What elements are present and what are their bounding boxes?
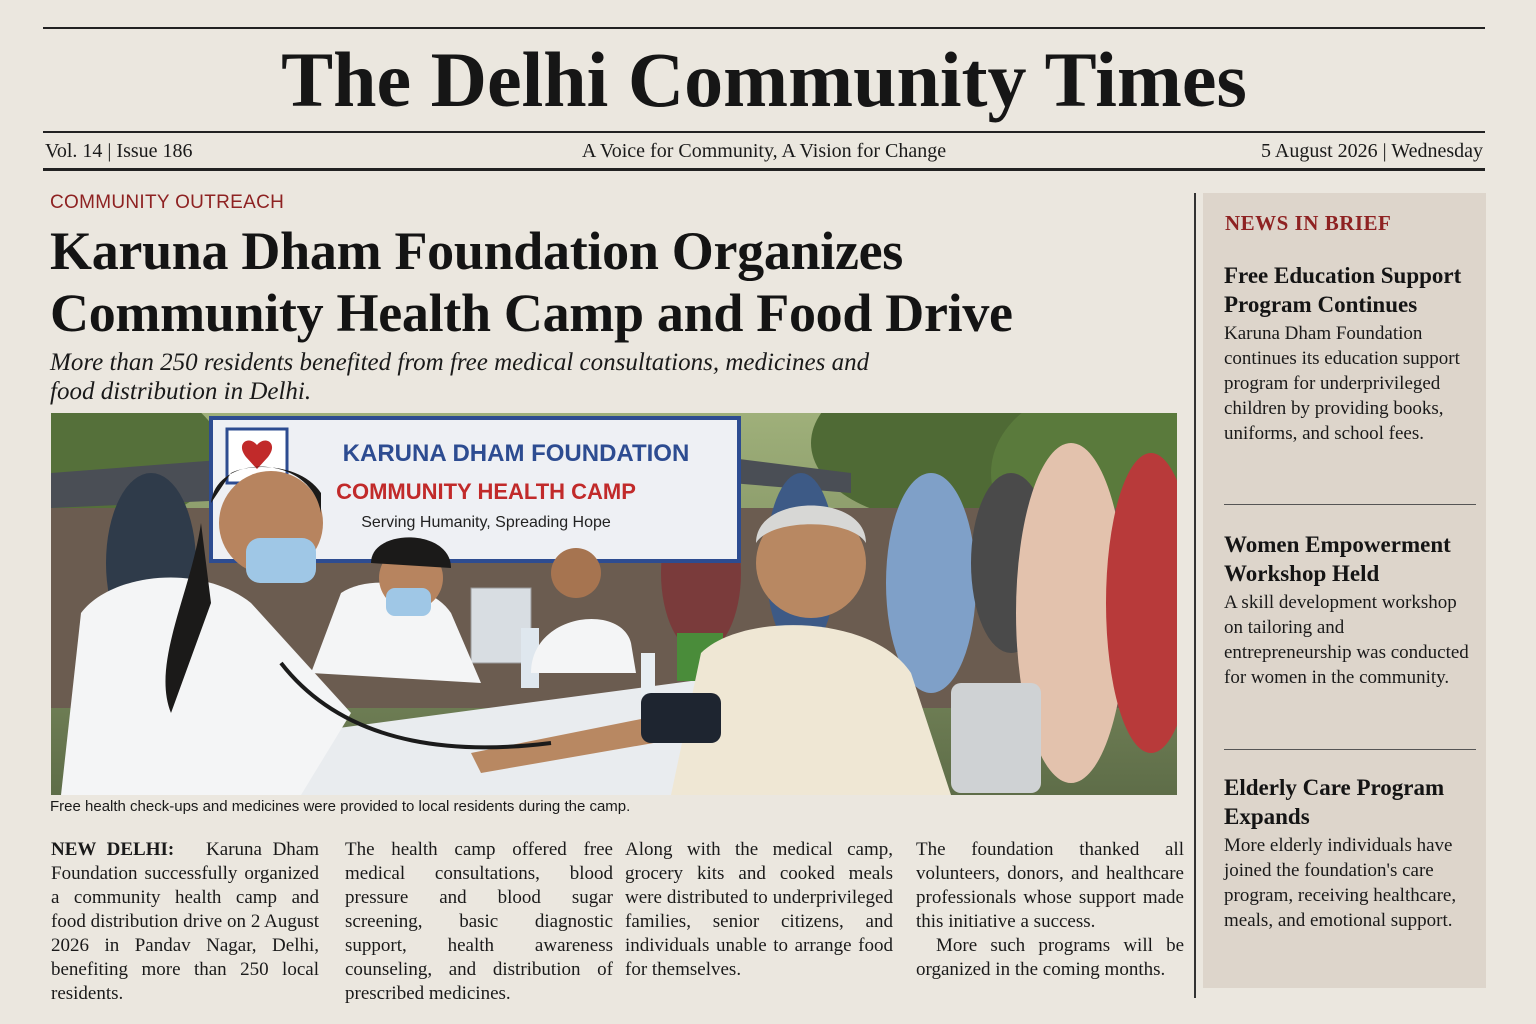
brief-heading: Free Education Support Program Continues [1224,263,1462,317]
article-column-1 [51,838,319,1006]
column-4-text-a: The foundation thanked all volunteers, donors, and healthcare professionals whose support made this initiative a success. [916,839,1184,932]
volume-issue: Vol. 14 | Issue 186 [45,140,193,162]
article-kicker: COMMUNITY OUTREACH [50,192,285,213]
sidebar-rule [1224,749,1476,750]
banner-line1: KARUNA DHAM FOUNDATION [342,440,690,467]
article-headline: Karuna Dham Foundation Organizes Community Health Camp and Food Drive [50,221,1013,343]
sidebar-divider [1194,193,1196,998]
brief-body: Karuna Dham Foundation continues its education support program for underprivileged children by providing books, uniforms, and school fees. [1224,323,1460,444]
health-camp-photo [51,413,1177,795]
brief-item [1224,261,1474,446]
article-column-4 [916,838,1184,982]
brief-item [1224,530,1474,690]
column-4-text-b: More such programs will be organized in the coming months. [916,935,1184,980]
banner-line2: COMMUNITY HEALTH CAMP [336,479,636,504]
sidebar-title: NEWS IN BRIEF [1225,211,1392,235]
brief-body: More elderly individuals have joined the foundation's care program, receiving healthcare, meals, and emotional support. [1224,835,1457,931]
photo-caption: Free health check-ups and medicines were provided to local residents during the camp. [50,798,631,815]
article-column-3 [625,838,893,982]
brief-body: A skill development workshop on tailoring and entrepreneurship was conducted for women in the community. [1224,592,1469,688]
masthead-mid-rule [43,131,1485,133]
banner-line3: Serving Humanity, Spreading Hope [361,514,611,531]
tagline: A Voice for Community, A Vision for Change [581,140,947,162]
masthead-bottom-rule [43,168,1485,171]
brief-heading: Elderly Care Program Expands [1224,775,1445,829]
dateline-bar [43,137,1485,165]
issue-date: 5 August 2026 | Wednesday [1260,140,1483,162]
article-column-2 [345,838,613,1006]
column-2-text: The health camp offered free medical consultations, blood pressure and blood sugar screening, basic diagnostic support, health awareness counseling, and distribution of prescribed medicines. [345,839,613,1004]
column-1-text: Karuna Dham Foundation successfully organized a community health camp and food distribution drive on 2 August 2026 in Pandav Nagar, Delhi, benefiting more than 250 local residents. [51,839,319,1004]
article-deck: More than 250 residents benefited from free medical consultations, medicines and food distribution in Delhi. [50,349,870,405]
brief-heading: Women Empowerment Workshop Held [1224,532,1451,586]
newspaper-title: The Delhi Community Times [281,36,1247,123]
column-3-text: Along with the medical camp, grocery kits and cooked meals were distributed to underprivileged families, senior citizens, and individuals unable to arrange food for themselves. [625,839,893,980]
masthead-top-rule [43,27,1485,29]
sidebar-rule [1224,504,1476,505]
news-in-brief-sidebar [1203,193,1486,988]
brief-item [1224,773,1474,933]
dateline-city: NEW DELHI: [51,839,175,860]
